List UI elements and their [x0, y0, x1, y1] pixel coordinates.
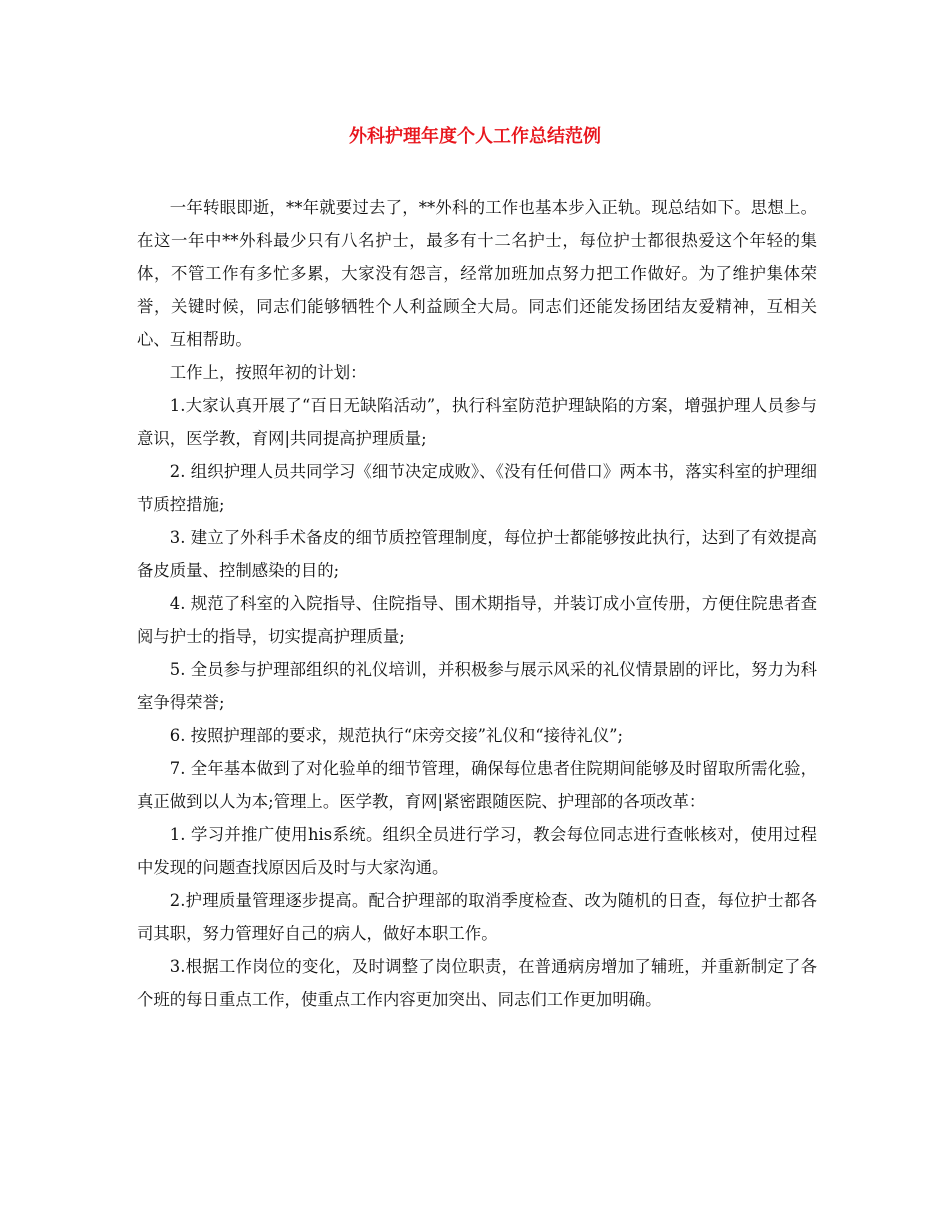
paragraph: 3. 建立了外科手术备皮的细节质控管理制度，每位护士都能够按此执行，达到了有效提高备皮质量、控制感染的目的; [137, 528, 817, 580]
paragraph: 2. 组织护理人员共同学习《细节决定成败》、《没有任何借口》两本书，落实科室的护理细节质控措施; [137, 462, 817, 514]
paragraph: 3.根据工作岗位的变化，及时调整了岗位职责，在普通病房增加了辅班，并重新制定了各个班的每日重点工作，使重点工作内容更加突出、同志们工作更加明确。 [137, 957, 817, 1009]
document-body [137, 191, 817, 1016]
paragraph: 一年转眼即逝，**年就要过去了，**外科的工作也基本步入正轨。现总结如下。思想上。在这一年中**外科最少只有八名护士，最多有十二名护士，每位护士都很热爱这个年轻的集体，不管工作有多忙多累，大家没有怨言，经常加班加点努力把工作做好。为了维护集体荣誉，关键时候，同志们能够牺牲个人利益顾全大局。同志们还能发扬团结友爱精神，互相关心、互相帮助。 [137, 198, 817, 349]
document-title: 外科护理年度个人工作总结范例 [349, 126, 601, 147]
paragraph: 4. 规范了科室的入院指导、住院指导、围术期指导，并装订成小宣传册，方便住院患者查阅与护士的指导，切实提高护理质量; [137, 594, 817, 646]
paragraph: 1. 学习并推广使用his系统。组织全员进行学习，教会每位同志进行查帐核对，使用过程中发现的问题查找原因后及时与大家沟通。 [137, 825, 817, 877]
paragraph: 2.护理质量管理逐步提高。配合护理部的取消季度检查、改为随机的日查，每位护士都各司其职，努力管理好自己的病人，做好本职工作。 [137, 891, 817, 943]
paragraph: 6. 按照护理部的要求，规范执行“床旁交接”礼仪和“接待礼仪”; [169, 726, 624, 745]
paragraph: 5. 全员参与护理部组织的礼仪培训，并积极参与展示风采的礼仪情景剧的评比，努力为科室争得荣誉; [137, 660, 817, 712]
paragraph: 工作上，按照年初的计划： [169, 363, 367, 382]
paragraph: 7. 全年基本做到了对化验单的细节管理，确保每位患者住院期间能够及时留取所需化验，真正做到以人为本;管理上。医学教，育网|紧密跟随医院、护理部的各项改革： [137, 759, 817, 811]
paragraph: 1.大家认真开展了“百日无缺陷活动”，执行科室防范护理缺陷的方案，增强护理人员参与意识，医学教，育网|共同提高护理质量; [137, 396, 817, 448]
